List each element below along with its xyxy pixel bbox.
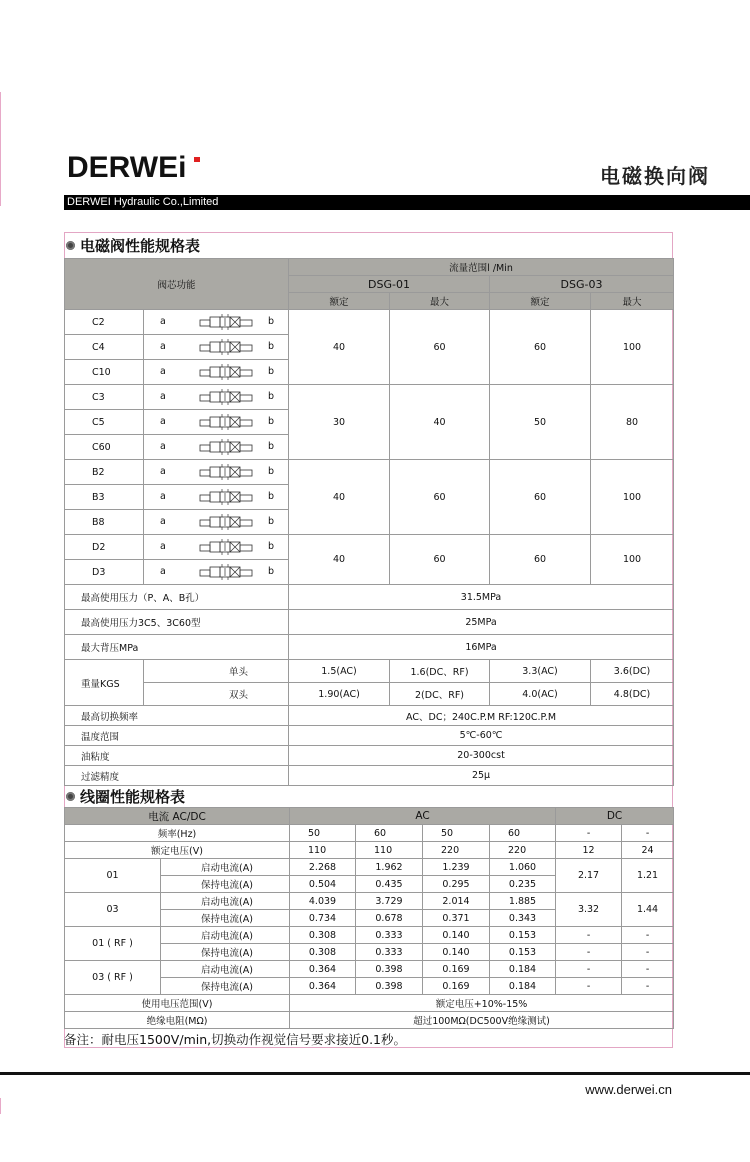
start-current-value: 0.308	[290, 927, 356, 944]
valve-symbol-icon	[196, 561, 256, 583]
port-a-label: a	[160, 391, 166, 402]
weight-value: 2(DC、RF)	[390, 683, 490, 706]
spool-code: C5	[65, 410, 144, 435]
weight-value: 4.0(AC)	[490, 683, 591, 706]
flow-value: 40	[289, 460, 390, 535]
start-current-value: 3.729	[356, 893, 423, 910]
coil-row	[65, 859, 674, 876]
flow-value: 100	[591, 310, 674, 385]
start-current-label: 启动电流(A)	[161, 927, 290, 944]
header-max: 最大	[591, 293, 674, 310]
spool-symbol-cell	[144, 310, 289, 335]
start-current-value: 1.239	[423, 859, 490, 876]
hold-current-value: 0.734	[290, 910, 356, 927]
start-current-value: 0.184	[490, 961, 556, 978]
start-current-value: 0.364	[290, 961, 356, 978]
start-current-label: 启动电流(A)	[161, 893, 290, 910]
flow-value: 60	[390, 310, 490, 385]
hold-current-value: 0.140	[423, 944, 490, 961]
port-b-label: b	[268, 416, 275, 427]
dc-current-value: 1.44	[622, 893, 674, 927]
spec-value: 5℃-60℃	[289, 726, 674, 746]
spool-symbol-cell	[144, 435, 289, 460]
start-current-value: 0.169	[423, 961, 490, 978]
port-a-label: a	[160, 316, 166, 327]
spool-symbol-cell	[144, 360, 289, 385]
spec-value: 25μ	[289, 766, 674, 786]
coil-model: 01	[65, 859, 161, 893]
header-rated: 额定	[289, 293, 390, 310]
port-b-label: b	[268, 516, 275, 527]
dc-current-value: -	[556, 978, 622, 995]
voltage-range-label: 使用电压范围(V)	[65, 995, 290, 1012]
spool-symbol-cell	[144, 335, 289, 360]
hold-current-value: 0.333	[356, 944, 423, 961]
weight-single-label: 单头	[144, 660, 289, 683]
valve-symbol-icon	[196, 336, 256, 358]
hold-current-label: 保持电流(A)	[161, 876, 290, 893]
port-a-label: a	[160, 466, 166, 477]
margin-mark	[0, 92, 1, 206]
section-title-text: 线圈性能规格表	[80, 788, 186, 806]
dc-current-value: -	[622, 944, 674, 961]
spool-symbol-cell	[144, 560, 289, 585]
footer-rule	[0, 1072, 750, 1075]
coil-row	[65, 893, 674, 910]
hold-current-value: 0.364	[290, 978, 356, 995]
header-flow-range: 流量范围l /Min	[289, 259, 674, 276]
start-current-value: 0.333	[356, 927, 423, 944]
port-b-label: b	[268, 566, 275, 577]
flow-value: 40	[289, 310, 390, 385]
hold-current-value: 0.371	[423, 910, 490, 927]
header-dc: DC	[556, 808, 674, 825]
header-ac: AC	[290, 808, 556, 825]
spool-symbol-cell	[144, 385, 289, 410]
flow-value: 60	[490, 535, 591, 585]
hold-current-value: 0.235	[490, 876, 556, 893]
volt-value: 24	[622, 842, 674, 859]
flow-value: 40	[289, 535, 390, 585]
valve-symbol-icon	[196, 461, 256, 483]
freq-value: 50	[290, 825, 356, 842]
header-current: 电流 AC/DC	[65, 808, 290, 825]
coil-model: 01 ( RF )	[65, 927, 161, 961]
volt-value: 110	[356, 842, 423, 859]
spool-code: B2	[65, 460, 144, 485]
port-b-label: b	[268, 391, 275, 402]
page-title: 电磁换向阀	[600, 164, 710, 188]
start-current-value: 0.398	[356, 961, 423, 978]
start-current-value: 1.885	[490, 893, 556, 910]
volt-value: 12	[556, 842, 622, 859]
port-b-label: b	[268, 541, 275, 552]
valve-spec-table	[64, 258, 674, 786]
section-title-coil	[66, 787, 185, 807]
spool-code: B3	[65, 485, 144, 510]
coil-model: 03	[65, 893, 161, 927]
company-name: DERWEI Hydraulic Co.,Limited	[67, 196, 219, 208]
spec-label: 最高使用压力（P、A、B孔）	[65, 585, 289, 610]
valve-symbol-icon	[196, 386, 256, 408]
header-model: DSG-03	[490, 276, 674, 293]
port-b-label: b	[268, 466, 275, 477]
weight-label: 重量KGS	[65, 660, 144, 706]
start-current-value: 1.060	[490, 859, 556, 876]
spool-code: D2	[65, 535, 144, 560]
start-current-label: 启动电流(A)	[161, 859, 290, 876]
spool-symbol-cell	[144, 535, 289, 560]
flow-value: 60	[490, 310, 591, 385]
coil-row	[65, 961, 674, 978]
header-function: 阀芯功能	[65, 259, 289, 310]
margin-mark	[0, 1098, 1, 1114]
hold-current-value: 0.678	[356, 910, 423, 927]
dc-current-value: -	[622, 978, 674, 995]
company-logo: DERWEi	[67, 151, 187, 184]
valve-symbol-icon	[196, 411, 256, 433]
spool-code: C4	[65, 335, 144, 360]
start-current-value: 2.014	[423, 893, 490, 910]
spec-value: 31.5MPa	[289, 585, 674, 610]
dc-current-value: -	[622, 961, 674, 978]
flow-value: 60	[490, 460, 591, 535]
coil-model: 03 ( RF )	[65, 961, 161, 995]
bullet-icon	[66, 792, 75, 801]
volt-value: 110	[290, 842, 356, 859]
insulation-label: 绝缘电阻(MΩ)	[65, 1012, 290, 1029]
freq-value: 50	[423, 825, 490, 842]
hold-current-value: 0.153	[490, 944, 556, 961]
hold-current-label: 保持电流(A)	[161, 944, 290, 961]
section-title-valve	[66, 236, 200, 256]
section-title-text: 电磁阀性能规格表	[80, 237, 201, 255]
bullet-icon	[66, 241, 75, 250]
company-bar	[64, 195, 750, 210]
footnote: 备注：耐电压1500V/min,切换动作视觉信号要求接近0.1秒。	[64, 1032, 406, 1047]
weight-double-label: 双头	[144, 683, 289, 706]
port-a-label: a	[160, 541, 166, 552]
freq-value: -	[622, 825, 674, 842]
start-current-value: 2.268	[290, 859, 356, 876]
weight-value: 1.90(AC)	[289, 683, 390, 706]
hold-current-value: 0.308	[290, 944, 356, 961]
header-rated: 额定	[490, 293, 591, 310]
valve-symbol-icon	[196, 511, 256, 533]
hold-current-value: 0.343	[490, 910, 556, 927]
spool-symbol-cell	[144, 485, 289, 510]
weight-value: 1.5(AC)	[289, 660, 390, 683]
hold-current-label: 保持电流(A)	[161, 978, 290, 995]
dc-current-value: -	[556, 944, 622, 961]
coil-row	[65, 927, 674, 944]
valve-row	[65, 460, 674, 485]
dc-current-value: 3.32	[556, 893, 622, 927]
port-a-label: a	[160, 416, 166, 427]
spool-code: C2	[65, 310, 144, 335]
port-b-label: b	[268, 441, 275, 452]
hold-current-value: 0.435	[356, 876, 423, 893]
freq-value: -	[556, 825, 622, 842]
freq-value: 60	[490, 825, 556, 842]
spec-label: 最大背压MPa	[65, 635, 289, 660]
hold-current-value: 0.169	[423, 978, 490, 995]
flow-value: 60	[390, 535, 490, 585]
valve-symbol-icon	[196, 436, 256, 458]
spec-label: 过滤精度	[65, 766, 289, 786]
dc-current-value: 1.21	[622, 859, 674, 893]
header-model: DSG-01	[289, 276, 490, 293]
volt-value: 220	[490, 842, 556, 859]
spool-code: C10	[65, 360, 144, 385]
port-b-label: b	[268, 491, 275, 502]
start-current-value: 0.153	[490, 927, 556, 944]
hold-current-value: 0.184	[490, 978, 556, 995]
valve-symbol-icon	[196, 311, 256, 333]
hold-current-value: 0.504	[290, 876, 356, 893]
valve-row	[65, 535, 674, 560]
spool-code: B8	[65, 510, 144, 535]
spec-label: 温度范围	[65, 726, 289, 746]
spec-value: 20-300cst	[289, 746, 674, 766]
port-a-label: a	[160, 491, 166, 502]
hold-current-label: 保持电流(A)	[161, 910, 290, 927]
start-current-value: 0.140	[423, 927, 490, 944]
port-b-label: b	[268, 316, 275, 327]
spool-symbol-cell	[144, 410, 289, 435]
port-b-label: b	[268, 366, 275, 377]
dc-current-value: -	[622, 927, 674, 944]
weight-value: 1.6(DC、RF)	[390, 660, 490, 683]
spec-value: AC、DC；240C.P.M RF:120C.P.M	[289, 706, 674, 726]
volt-label: 额定电压(V)	[65, 842, 290, 859]
weight-value: 4.8(DC)	[591, 683, 674, 706]
spec-label: 最高使用压力3C5、3C60型	[65, 610, 289, 635]
spool-code: D3	[65, 560, 144, 585]
dc-current-value: -	[556, 927, 622, 944]
port-a-label: a	[160, 516, 166, 527]
insulation-value: 超过100MΩ(DC500V绝缘测试)	[290, 1012, 674, 1029]
dc-current-value: 2.17	[556, 859, 622, 893]
port-b-label: b	[268, 341, 275, 352]
valve-row	[65, 310, 674, 335]
flow-value: 50	[490, 385, 591, 460]
spec-label: 最高切换频率	[65, 706, 289, 726]
voltage-range-value: 额定电压+10%-15%	[290, 995, 674, 1012]
hold-current-value: 0.295	[423, 876, 490, 893]
volt-value: 220	[423, 842, 490, 859]
start-current-value: 4.039	[290, 893, 356, 910]
port-a-label: a	[160, 341, 166, 352]
port-a-label: a	[160, 566, 166, 577]
hold-current-value: 0.398	[356, 978, 423, 995]
start-current-value: 1.962	[356, 859, 423, 876]
freq-label: 频率(Hz)	[65, 825, 290, 842]
start-current-label: 启动电流(A)	[161, 961, 290, 978]
valve-symbol-icon	[196, 361, 256, 383]
spec-value: 16MPa	[289, 635, 674, 660]
flow-value: 60	[390, 460, 490, 535]
flow-value: 100	[591, 535, 674, 585]
weight-value: 3.6(DC)	[591, 660, 674, 683]
weight-value: 3.3(AC)	[490, 660, 591, 683]
header-max: 最大	[390, 293, 490, 310]
flow-value: 100	[591, 460, 674, 535]
flow-value: 40	[390, 385, 490, 460]
port-a-label: a	[160, 441, 166, 452]
spool-symbol-cell	[144, 510, 289, 535]
spool-code: C3	[65, 385, 144, 410]
spec-label: 油粘度	[65, 746, 289, 766]
logo-red-dot	[194, 157, 200, 162]
freq-value: 60	[356, 825, 423, 842]
website-url: www.derwei.cn	[585, 1082, 672, 1097]
port-a-label: a	[160, 366, 166, 377]
dc-current-value: -	[556, 961, 622, 978]
spool-code: C60	[65, 435, 144, 460]
spec-value: 25MPa	[289, 610, 674, 635]
coil-spec-table	[64, 807, 674, 1029]
valve-row	[65, 385, 674, 410]
valve-symbol-icon	[196, 486, 256, 508]
valve-symbol-icon	[196, 536, 256, 558]
flow-value: 30	[289, 385, 390, 460]
spool-symbol-cell	[144, 460, 289, 485]
flow-value: 80	[591, 385, 674, 460]
